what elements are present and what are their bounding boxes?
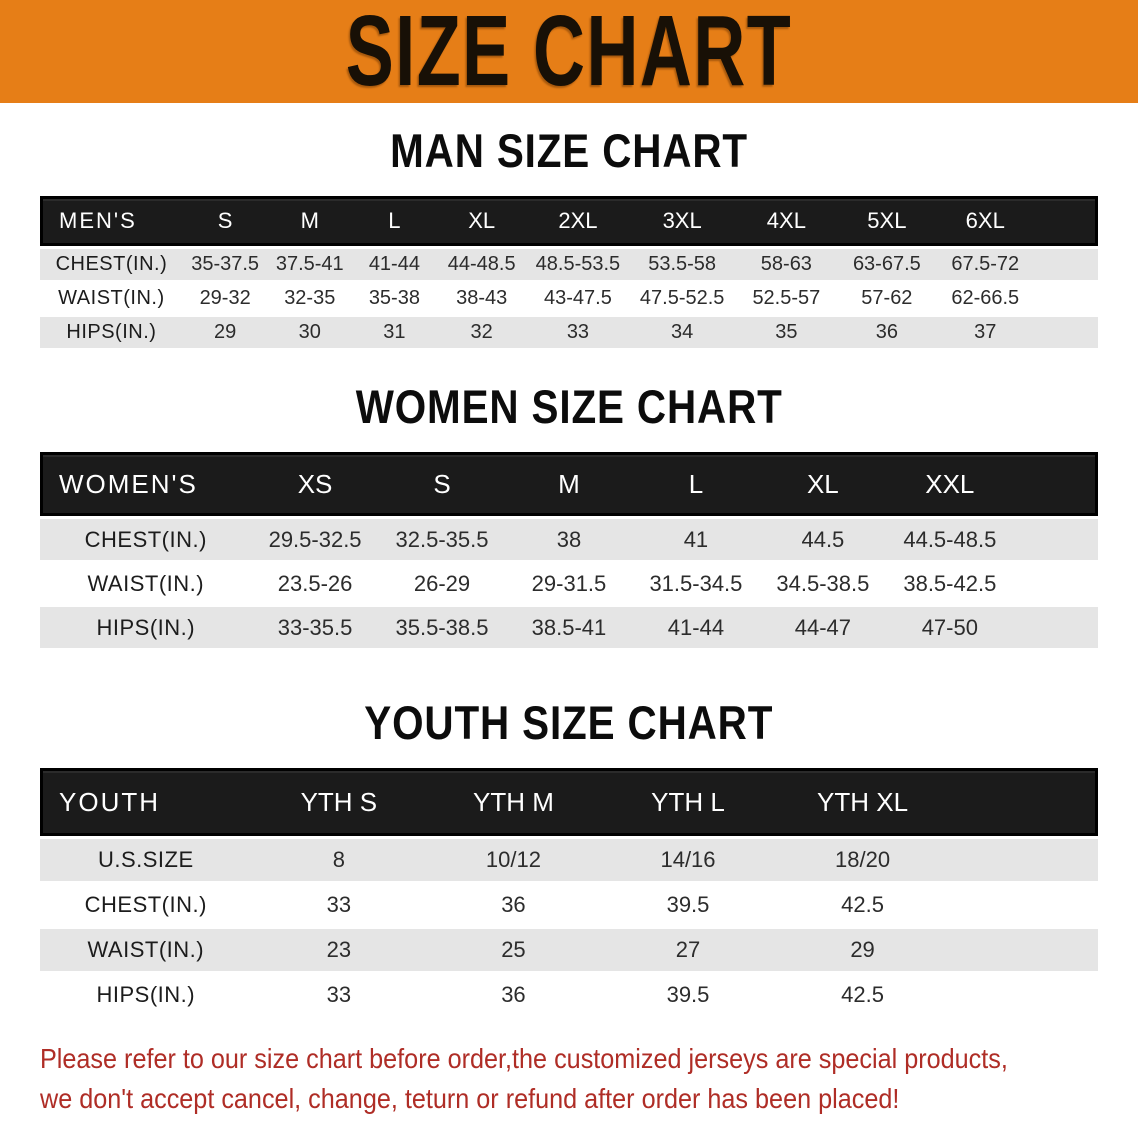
value-cell: 53.5-58 [629,249,735,280]
youth-size-col-header: YTH L [601,768,776,836]
value-cell: 18/20 [775,839,950,881]
women-heading-text: WOMEN SIZE CHART [355,380,783,433]
value-cell: 38 [506,519,633,560]
women-table-label: WOMEN'S [40,452,252,516]
value-cell: 32-35 [267,283,352,314]
men-size-col-header: S [183,196,268,246]
value-cell: 27 [601,929,776,971]
value-cell: 41-44 [352,249,437,280]
row-label: WAIST(IN.) [40,283,183,314]
men-chest-row [40,249,1098,280]
youth-hips-row [40,974,1098,1016]
women-size-col-header: XL [759,452,886,516]
youth-size-chart-heading [0,697,1138,749]
value-cell: 44.5-48.5 [886,519,1013,560]
men-size-col-header: 4XL [735,196,838,246]
value-cell: 37.5-41 [267,249,352,280]
value-cell: 36 [838,317,936,348]
value-cell: 34.5-38.5 [759,563,886,604]
men-size-col-header: L [352,196,437,246]
value-cell: 31.5-34.5 [632,563,759,604]
value-cell: 26-29 [379,563,506,604]
disclaimer-line-1: Please refer to our size chart before order,the customized jerseys are special products, [40,1043,1008,1074]
value-cell: 39.5 [601,884,776,926]
value-cell: 42.5 [775,884,950,926]
value-cell: 29 [775,929,950,971]
men-table-header-row [40,196,1098,246]
spacer-cell [1013,519,1098,560]
youth-chest-row [40,884,1098,926]
value-cell: 32.5-35.5 [379,519,506,560]
row-label: WAIST(IN.) [40,929,252,971]
value-cell: 33 [252,974,427,1016]
value-cell: 10/12 [426,839,601,881]
row-label: HIPS(IN.) [40,607,252,648]
value-cell: 52.5-57 [735,283,838,314]
value-cell: 35 [735,317,838,348]
value-cell: 35.5-38.5 [379,607,506,648]
women-chest-row [40,519,1098,560]
value-cell: 33 [252,884,427,926]
spacer-cell [950,768,1098,836]
value-cell: 35-37.5 [183,249,268,280]
value-cell: 38.5-41 [506,607,633,648]
value-cell: 23 [252,929,427,971]
value-cell: 63-67.5 [838,249,936,280]
spacer-cell [1034,317,1098,348]
women-size-col-header: L [632,452,759,516]
man-heading-text: MAN SIZE CHART [390,124,748,177]
value-cell: 62-66.5 [936,283,1034,314]
value-cell: 31 [352,317,437,348]
value-cell: 58-63 [735,249,838,280]
men-size-col-header: 6XL [936,196,1034,246]
men-size-col-header: 5XL [838,196,936,246]
value-cell: 34 [629,317,735,348]
row-label: HIPS(IN.) [40,317,183,348]
value-cell: 41-44 [632,607,759,648]
man-size-chart-heading [0,125,1138,177]
row-label: CHEST(IN.) [40,519,252,560]
spacer-cell [1013,563,1098,604]
value-cell: 57-62 [838,283,936,314]
size-chart-banner [0,0,1138,107]
value-cell: 47.5-52.5 [629,283,735,314]
youth-ussize-row [40,839,1098,881]
row-label: CHEST(IN.) [40,249,183,280]
spacer-cell [1034,249,1098,280]
disclaimer-line-2: we don't accept cancel, change, teturn or refund after order has been placed! [40,1083,900,1114]
value-cell: 37 [936,317,1034,348]
banner-title: SIZE CHART [345,0,793,107]
value-cell: 29 [183,317,268,348]
youth-heading-text: YOUTH SIZE CHART [364,696,774,749]
row-label: U.S.SIZE [40,839,252,881]
value-cell: 14/16 [601,839,776,881]
youth-size-table [40,765,1098,1019]
women-size-table [40,449,1098,651]
youth-size-col-header: YTH S [252,768,427,836]
value-cell: 36 [426,884,601,926]
spacer-cell [1013,452,1098,516]
value-cell: 8 [252,839,427,881]
value-cell: 23.5-26 [252,563,379,604]
men-waist-row [40,283,1098,314]
value-cell: 44-47 [759,607,886,648]
spacer-cell [1034,283,1098,314]
disclaimer-note [40,1039,1138,1119]
women-hips-row [40,607,1098,648]
row-label: HIPS(IN.) [40,974,252,1016]
value-cell: 33 [527,317,630,348]
value-cell: 42.5 [775,974,950,1016]
value-cell: 29.5-32.5 [252,519,379,560]
value-cell: 39.5 [601,974,776,1016]
value-cell: 41 [632,519,759,560]
value-cell: 36 [426,974,601,1016]
value-cell: 44-48.5 [437,249,527,280]
value-cell: 38-43 [437,283,527,314]
women-size-col-header: XS [252,452,379,516]
spacer-cell [950,929,1098,971]
men-size-table [40,193,1098,351]
youth-size-col-header: YTH M [426,768,601,836]
value-cell: 47-50 [886,607,1013,648]
row-label: CHEST(IN.) [40,884,252,926]
spacer-cell [950,974,1098,1016]
value-cell: 25 [426,929,601,971]
value-cell: 67.5-72 [936,249,1034,280]
women-size-chart-heading [0,381,1138,433]
women-size-col-header: XXL [886,452,1013,516]
youth-size-col-header: YTH XL [775,768,950,836]
youth-table-header-row [40,768,1098,836]
value-cell: 32 [437,317,527,348]
row-label: WAIST(IN.) [40,563,252,604]
men-hips-row [40,317,1098,348]
men-size-col-header: 3XL [629,196,735,246]
men-size-col-header: M [267,196,352,246]
value-cell: 35-38 [352,283,437,314]
value-cell: 29-31.5 [506,563,633,604]
value-cell: 29-32 [183,283,268,314]
value-cell: 44.5 [759,519,886,560]
spacer-cell [1034,196,1098,246]
spacer-cell [1013,607,1098,648]
value-cell: 48.5-53.5 [527,249,630,280]
youth-waist-row [40,929,1098,971]
value-cell: 43-47.5 [527,283,630,314]
spacer-cell [950,884,1098,926]
men-size-col-header: XL [437,196,527,246]
value-cell: 33-35.5 [252,607,379,648]
women-table-header-row [40,452,1098,516]
youth-table-label: YOUTH [40,768,252,836]
men-size-col-header: 2XL [527,196,630,246]
value-cell: 30 [267,317,352,348]
men-table-label: MEN'S [40,196,183,246]
women-waist-row [40,563,1098,604]
women-size-col-header: S [379,452,506,516]
women-size-col-header: M [506,452,633,516]
spacer-cell [950,839,1098,881]
value-cell: 38.5-42.5 [886,563,1013,604]
